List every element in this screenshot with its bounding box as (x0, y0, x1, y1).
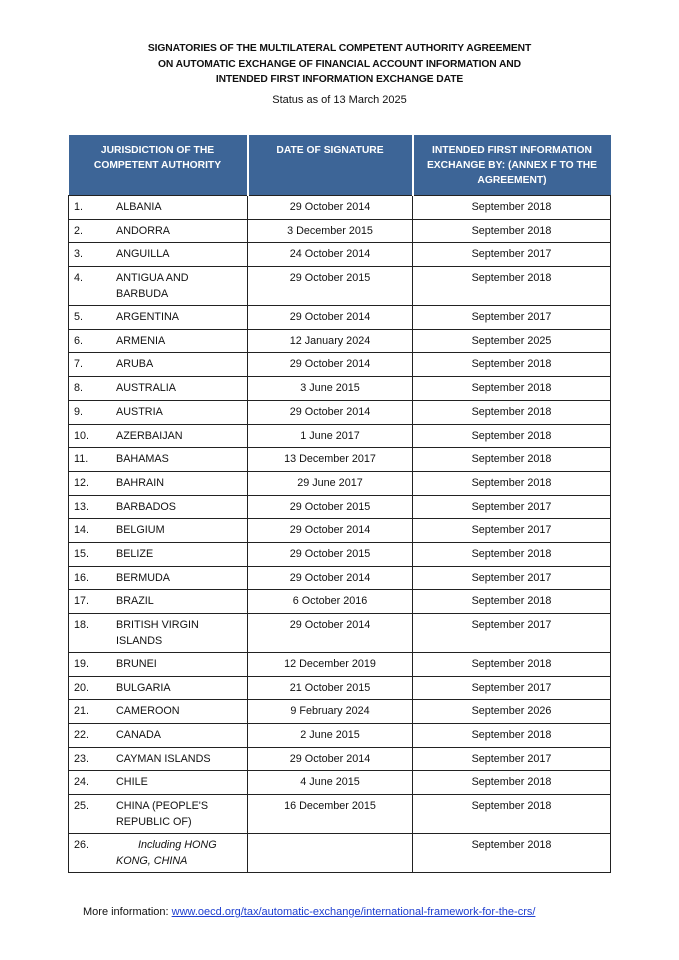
jurisdiction-cell (69, 353, 248, 377)
first-exchange-cell: September 2018 (413, 471, 611, 495)
jurisdiction-name: ARMENIA (116, 334, 166, 347)
jurisdiction-name: CHINA (PEOPLE'S REPUBLIC OF) (116, 800, 209, 828)
jurisdiction-cell (69, 448, 248, 472)
row-number: 18. (74, 619, 90, 631)
first-exchange-cell: September 2018 (413, 377, 611, 401)
jurisdiction-cell (69, 519, 248, 543)
date-of-signature-cell: 9 February 2024 (248, 700, 413, 724)
table-row (69, 566, 611, 590)
date-of-signature-cell: 29 October 2014 (248, 519, 413, 543)
table-row (69, 834, 611, 873)
first-exchange-cell: September 2026 (413, 700, 611, 724)
table-row (69, 700, 611, 724)
first-exchange-cell: September 2018 (413, 542, 611, 566)
table-row (69, 377, 611, 401)
more-information-link[interactable]: www.oecd.org/tax/automatic-exchange/international-framework-for-the-crs/ (171, 906, 536, 918)
date-of-signature-cell (248, 834, 413, 873)
table-body (69, 196, 611, 873)
date-of-signature-cell: 29 October 2014 (248, 400, 413, 424)
table-row (69, 519, 611, 543)
jurisdiction-name: CHILE (116, 776, 148, 789)
row-number: 25. (74, 800, 90, 813)
date-of-signature-cell: 13 December 2017 (248, 448, 413, 472)
jurisdiction-cell (69, 196, 248, 220)
first-exchange-cell: September 2018 (413, 448, 611, 472)
first-exchange-cell: September 2018 (413, 653, 611, 677)
jurisdiction-cell (69, 590, 248, 614)
first-exchange-cell: September 2018 (413, 590, 611, 614)
jurisdiction-cell (69, 219, 248, 243)
row-number: 13. (74, 500, 90, 513)
table-row (69, 653, 611, 677)
first-exchange-cell: September 2025 (413, 329, 611, 353)
date-of-signature-cell: 1 June 2017 (248, 424, 413, 448)
table-row (69, 267, 611, 306)
row-number: 17. (74, 595, 90, 608)
jurisdiction-name: CANADA (116, 729, 161, 742)
jurisdiction-cell (69, 329, 248, 353)
table-row (69, 329, 611, 353)
date-of-signature-cell: 21 October 2015 (248, 676, 413, 700)
jurisdiction-cell (69, 471, 248, 495)
date-of-signature-cell: 3 June 2015 (248, 377, 413, 401)
first-exchange-cell: September 2017 (413, 614, 611, 653)
table-row (69, 400, 611, 424)
row-number: 21. (74, 705, 90, 718)
row-number: 10. (74, 429, 90, 442)
date-of-signature-cell: 29 October 2014 (248, 747, 413, 771)
table-header-row (69, 135, 611, 196)
jurisdiction-name: ANGUILLA (116, 248, 170, 261)
jurisdiction-cell (69, 676, 248, 700)
first-exchange-cell: September 2018 (413, 400, 611, 424)
first-exchange-cell: September 2018 (413, 771, 611, 795)
column-header-jurisdiction: JURISDICTION OF THE COMPETENT AUTHORITY (69, 135, 248, 196)
jurisdiction-cell (69, 771, 248, 795)
document-title (0, 41, 679, 88)
jurisdiction-cell (69, 614, 248, 653)
date-of-signature-cell: 3 December 2015 (248, 219, 413, 243)
row-number: 9. (74, 405, 84, 418)
jurisdiction-name: CAYMAN ISLANDS (116, 752, 211, 765)
first-exchange-cell: September 2018 (413, 353, 611, 377)
row-number: 20. (74, 681, 90, 694)
table-row (69, 306, 611, 330)
first-exchange-cell: September 2018 (413, 219, 611, 243)
first-exchange-cell: September 2017 (413, 519, 611, 543)
date-of-signature-cell: 12 January 2024 (248, 329, 413, 353)
row-number: 15. (74, 547, 90, 560)
jurisdiction-name: BRITISH VIRGIN ISLANDS (116, 619, 199, 647)
date-of-signature-cell: 29 October 2014 (248, 353, 413, 377)
row-number: 23. (74, 752, 90, 765)
date-of-signature-cell: 29 October 2015 (248, 267, 413, 306)
table-row (69, 676, 611, 700)
first-exchange-cell: September 2017 (413, 306, 611, 330)
first-exchange-cell: September 2017 (413, 566, 611, 590)
row-number: 2. (74, 224, 84, 237)
jurisdiction-name: ANTIGUA AND BARBUDA (116, 272, 189, 300)
date-of-signature-cell: 29 October 2015 (248, 495, 413, 519)
row-number: 7. (74, 358, 84, 371)
jurisdiction-cell (69, 306, 248, 330)
jurisdiction-cell (69, 267, 248, 306)
table-row (69, 424, 611, 448)
row-number: 4. (74, 272, 84, 285)
first-exchange-cell: September 2018 (413, 267, 611, 306)
table-row (69, 196, 611, 220)
date-of-signature-cell: 12 December 2019 (248, 653, 413, 677)
jurisdiction-name: BELIZE (116, 547, 154, 560)
table-row (69, 614, 611, 653)
jurisdiction-name: ARGENTINA (116, 311, 179, 324)
jurisdiction-cell (69, 495, 248, 519)
table-row (69, 590, 611, 614)
jurisdiction-name: ARUBA (116, 358, 154, 371)
jurisdiction-cell (69, 795, 248, 834)
date-of-signature-cell: 24 October 2014 (248, 243, 413, 267)
row-number: 12. (74, 476, 90, 489)
row-number: 6. (74, 334, 84, 347)
jurisdiction-name: ALBANIA (116, 201, 162, 213)
first-exchange-cell: September 2017 (413, 243, 611, 267)
date-of-signature-cell: 6 October 2016 (248, 590, 413, 614)
jurisdiction-cell (69, 424, 248, 448)
table-row (69, 219, 611, 243)
row-number: 1. (74, 201, 84, 213)
first-exchange-cell: September 2018 (413, 834, 611, 873)
jurisdiction-cell (69, 400, 248, 424)
jurisdiction-cell (69, 566, 248, 590)
row-number: 16. (74, 571, 90, 584)
jurisdiction-name: BERMUDA (116, 571, 170, 584)
date-of-signature-cell: 29 October 2014 (248, 196, 413, 220)
jurisdiction-cell (69, 747, 248, 771)
jurisdiction-name: CAMEROON (116, 705, 180, 718)
row-number: 3. (74, 248, 84, 261)
date-of-signature-cell: 4 June 2015 (248, 771, 413, 795)
jurisdiction-name: Including HONG KONG, CHINA (116, 839, 217, 867)
jurisdiction-cell (69, 377, 248, 401)
table-row (69, 795, 611, 834)
footer-label: More information: (83, 906, 172, 918)
title-line: ON AUTOMATIC EXCHANGE OF FINANCIAL ACCOUNT INFORMATION AND (158, 58, 521, 70)
row-number: 24. (74, 776, 90, 789)
row-number: 22. (74, 729, 90, 742)
title-line: INTENDED FIRST INFORMATION EXCHANGE DATE (215, 74, 464, 85)
table-row (69, 243, 611, 267)
table-row (69, 471, 611, 495)
date-of-signature-cell: 29 October 2014 (248, 566, 413, 590)
row-number: 11. (74, 453, 89, 466)
table-row (69, 724, 611, 748)
jurisdiction-cell (69, 834, 248, 873)
column-header-date-of-signature: DATE OF SIGNATURE (248, 135, 413, 196)
row-number: 19. (74, 658, 90, 670)
first-exchange-cell: September 2018 (413, 424, 611, 448)
row-number: 8. (74, 382, 84, 395)
first-exchange-cell: September 2017 (413, 495, 611, 519)
status-date: Status as of 13 March 2025 (272, 94, 407, 106)
table-row (69, 448, 611, 472)
row-number: 5. (74, 311, 84, 324)
first-exchange-cell: September 2018 (413, 724, 611, 748)
jurisdiction-name: BAHAMAS (116, 453, 169, 466)
row-number: 14. (74, 524, 90, 537)
signatories-table (68, 135, 611, 873)
jurisdiction-name: BELGIUM (116, 524, 165, 537)
table-row (69, 771, 611, 795)
first-exchange-cell: September 2018 (413, 795, 611, 834)
jurisdiction-name: AZERBAIJAN (116, 429, 183, 442)
date-of-signature-cell: 2 June 2015 (248, 724, 413, 748)
first-exchange-cell: September 2017 (413, 676, 611, 700)
jurisdiction-name: BAHRAIN (116, 476, 164, 489)
jurisdiction-name: ANDORRA (116, 224, 170, 237)
jurisdiction-name: BULGARIA (116, 681, 171, 694)
table-row (69, 353, 611, 377)
table-row (69, 495, 611, 519)
first-exchange-cell: September 2017 (413, 747, 611, 771)
table-row (69, 542, 611, 566)
jurisdiction-name: AUSTRALIA (116, 382, 176, 395)
jurisdiction-cell (69, 542, 248, 566)
jurisdiction-name: BARBADOS (116, 500, 176, 513)
date-of-signature-cell: 29 October 2014 (248, 614, 413, 653)
date-of-signature-cell: 16 December 2015 (248, 795, 413, 834)
jurisdiction-name: AUSTRIA (116, 405, 163, 418)
jurisdiction-cell (69, 700, 248, 724)
date-of-signature-cell: 29 October 2015 (248, 542, 413, 566)
jurisdiction-cell (69, 653, 248, 677)
date-of-signature-cell: 29 June 2017 (248, 471, 413, 495)
jurisdiction-cell (69, 243, 248, 267)
footer (83, 906, 535, 918)
first-exchange-cell: September 2018 (413, 196, 611, 220)
jurisdiction-name: BRUNEI (116, 658, 157, 670)
table-row (69, 747, 611, 771)
title-line: SIGNATORIES OF THE MULTILATERAL COMPETENT AUTHORITY AGREEMENT (147, 43, 532, 54)
column-header-first-exchange: INTENDED FIRST INFORMATION EXCHANGE BY: (ANNEX F TO THE AGREEMENT) (413, 135, 611, 196)
jurisdiction-name: BRAZIL (116, 595, 154, 608)
row-number: 26. (74, 839, 90, 852)
jurisdiction-cell (69, 724, 248, 748)
date-of-signature-cell: 29 October 2014 (248, 306, 413, 330)
